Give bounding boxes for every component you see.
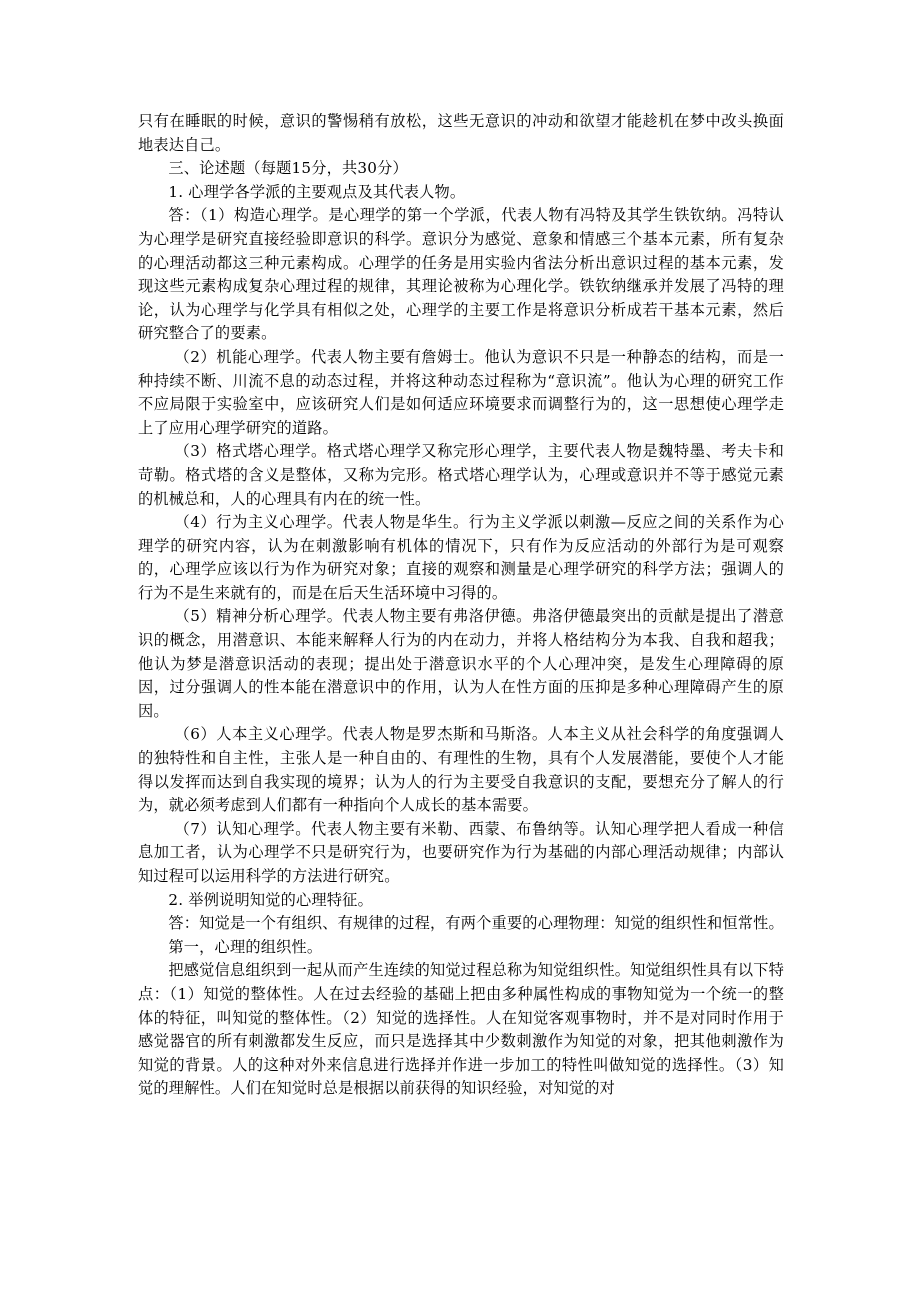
answer-cognitive: （7）认知心理学。代表人物主要有米勒、西蒙、布鲁纳等。认知心理学把人看成一种信息加工者，认为心理学不只是研究行为，也要研究作为行为基础的内部心理活动规律；内部认知过程可以运用科学的方法进行研究。	[138, 819, 784, 885]
section-heading-essay: 三、论述题（每题15分，共30分）	[168, 159, 408, 178]
question-2: 2. 举例说明知觉的心理特征。	[168, 890, 373, 909]
question-1: 1. 心理学各学派的主要观点及其代表人物。	[168, 182, 466, 201]
answer-behaviorism: （4）行为主义心理学。代表人物是华生。行为主义学派以刺激—反应之间的关系作为心理学的研究内容，认为在刺激影响有机体的情况下，只有作为反应活动的外部行为是可观察的，心理学应该以行为作为研究对象；直接的观察和测量是心理学研究的科学方法；强调人的行为不是生来就有的，而是在后天生活环境中习得的。	[138, 513, 784, 602]
answer-psychoanalysis: （5）精神分析心理学。代表人物主要有弗洛伊德。弗洛伊德最突出的贡献是提出了潜意识的概念，用潜意识、本能来解释人行为的内在动力，并将人格结构分为本我、自我和超我；他认为梦是潜意识活动的表现；提出处于潜意识水平的个人心理冲突，是发生心理障碍的原因，过分强调人的性本能在潜意识中的作用，认为人在性方面的压抑是多种心理障碍产生的原因。	[138, 607, 784, 720]
document-body	[138, 110, 784, 1101]
subheading-organization: 第一，心理的组织性。	[168, 937, 323, 956]
answer-structuralism: 答：（1）构造心理学。是心理学的第一个学派，代表人物有冯特及其学生铁钦纳。冯特认为心理学是研究直接经验即意识的科学。意识分为感觉、意象和情感三个基本元素，所有复杂的心理活动都这三种元素构成。心理学的任务是用实验内省法分析出意识过程的基本元素，发现这些元素构成复杂心理过程的规律，其理论被称为心理化学。铁钦纳继承并发展了冯特的理论，认为心理学与化学具有相似之处，心理学的主要工作是将意识分析成若干基本元素，然后研究整合了的要素。	[138, 206, 784, 343]
answer-gestalt: （3）格式塔心理学。格式塔心理学又称完形心理学，主要代表人物是魏特墨、考夫卡和苛勒。格式塔的含义是整体，又称为完形。格式塔心理学认为，心理或意识并不等于感觉元素的机械总和，人的心理具有内在的统一性。	[138, 442, 784, 508]
paragraph-organization: 把感觉信息组织到一起从而产生连续的知觉过程总称为知觉组织性。知觉组织性具有以下特点：（1）知觉的整体性。人在过去经验的基础上把由多种属性构成的事物知觉为一个统一的整体的特征，叫知觉的整体性。（2）知觉的选择性。人在知觉客观事物时，并不是对同时作用于感觉器官的所有刺激都发生反应，而只是选择其中少数刺激作为知觉的对象，把其他刺激作为知觉的背景。人的这种对外来信息进行选择并作进一步加工的特性叫做知觉的选择性。（3）知觉的理解性。人们在知觉时总是根据以前获得的知识经验，对知觉的对	[138, 961, 784, 1098]
answer-functionalism: （2）机能心理学。代表人物主要有詹姆士。他认为意识不只是一种静态的结构，而是一种持续不断、川流不息的动态过程，并将这种动态过程称为“意识流”。他认为心理的研究工作不应局限于实验室中，应该研究人们是如何适应环境要求而调整行为的，这一思想使心理学走上了应用心理学研究的道路。	[138, 347, 784, 437]
answer-humanistic: （6）人本主义心理学。代表人物是罗杰斯和马斯洛。人本主义从社会科学的角度强调人的独特性和自主性，主张人是一种自由的、有理性的生物，具有个人发展潜能，要使个人才能得以发挥而达到自我实现的境界；认为人的行为主要受自我意识的支配，要想充分了解人的行为，就必须考虑到人们都有一种指向个人成长的基本需要。	[138, 725, 784, 815]
paragraph-1: 只有在睡眠的时候，意识的警惕稍有放松，这些无意识的冲动和欲望才能趁机在梦中改头换面地表达自己。	[138, 112, 784, 154]
answer-perception-intro: 答：知觉是一个有组织、有规律的过程，有两个重要的心理物理：知觉的组织性和恒常性。	[168, 914, 784, 933]
